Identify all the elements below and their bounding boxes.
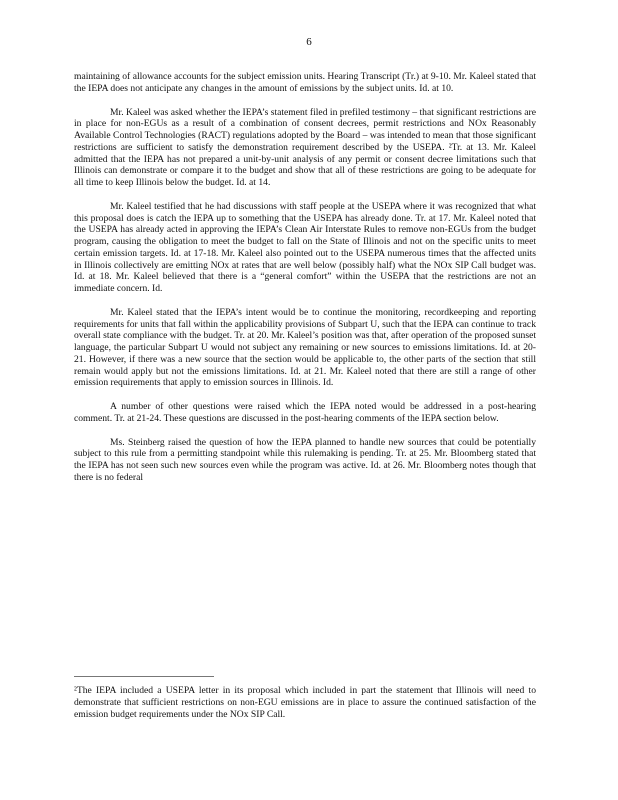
page-number: 6 <box>306 36 312 48</box>
paragraph-3: Mr. Kaleel testified that he had discussions with staff people at the USEPA where it was recognized that what this proposal does is catch the IEPA up to something that the USEPA has already done. Tr. at 17. Mr. Kaleel noted that the USEPA has already acted in approving the IEPA’s Clean Air Interstate Rules to remove non-EGUs from the budget program, causing the obligation to meet the budget to fall on the State of Illinois and not on the specific units to meet certain emission targets. Id. at 17-18. Mr. Kaleel also pointed out to the USEPA numerous times that the affected units in Illinois collectively are emitting NOx at rates that are well below (possibly half) what the NOx SIP Call budget was. Id. at 18. Mr. Kaleel believed that there is a “general comfort” within the USEPA that the restrictions are not an immediate concern. Id. <box>74 200 536 294</box>
paragraph-4: Mr. Kaleel stated that the IEPA’s intent would be to continue the monitoring, recordkeeping and reporting requirements for units that fall within the applicability provisions of Subpart U, such that the IEPA can continue to track overall state compliance with the budget. Tr. at 20. Mr. Kaleel’s position was that, after operation of the proposed sunset language, the particular Subpart U would not subject any remaining or new sources to emissions limitations. Id. at 20-21. However, if there was a new source that the section would be applicable to, the other parts of the section that still remain would apply but not the emissions limitations. Id. at 21. Mr. Kaleel noted that there are still a range of other emission requirements that apply to emission sources in Illinois. Id. <box>74 306 536 389</box>
paragraph-5: A number of other questions were raised which the IEPA noted would be addressed in a post-hearing comment. Tr. at 21-24. These questions are discussed in the post-hearing comments of the IEPA section below. <box>74 401 536 424</box>
paragraph-2: Mr. Kaleel was asked whether the IEPA’s statement filed in prefiled testimony – that significant restrictions are in place for non-EGUs as a result of a combination of consent decrees, permit restrictions and NOx Reasonably Available Control Technologies (RACT) regulations adopted by the Board – was intended to mean that those significant restrictions are sufficient to satisfy the demonstration requirement described by the USEPA. ²Tr. at 13. Mr. Kaleel admitted that the IEPA has not prepared a unit-by-unit analysis of any permit or consent decree limitations such that Illinois can demonstrate or compare it to the budget and show that all of these restrictions are going to be adequate for all time to keep Illinois below the budget. Id. at 14. <box>74 106 536 188</box>
footnote-2: ²The IEPA included a USEPA letter in its proposal which included in part the statement that Illinois will need to demonstrate that sufficient restrictions on non-EGU emissions are in place to assure the continued satisfaction of the emission budget requirements under the NOx SIP Call. <box>74 685 536 720</box>
paragraph-6: Ms. Steinberg raised the question of how the IEPA planned to handle new sources that could be potentially subject to this rule from a permitting standpoint while this rulemaking is pending. Tr. at 25. Mr. Bloomberg stated that the IEPA has not seen such new sources even while the program was active. Id. at 26. Mr. Bloomberg notes though that there is no federal <box>74 436 536 483</box>
body-text <box>74 71 536 484</box>
paragraph-1: maintaining of allowance accounts for the subject emission units. Hearing Transcript (Tr.) at 9-10. Mr. Kaleel stated that the IEPA does not anticipate any changes in the amount of emissions by the subject units. Id. at 10. <box>74 71 536 94</box>
footnote-divider <box>74 676 214 677</box>
